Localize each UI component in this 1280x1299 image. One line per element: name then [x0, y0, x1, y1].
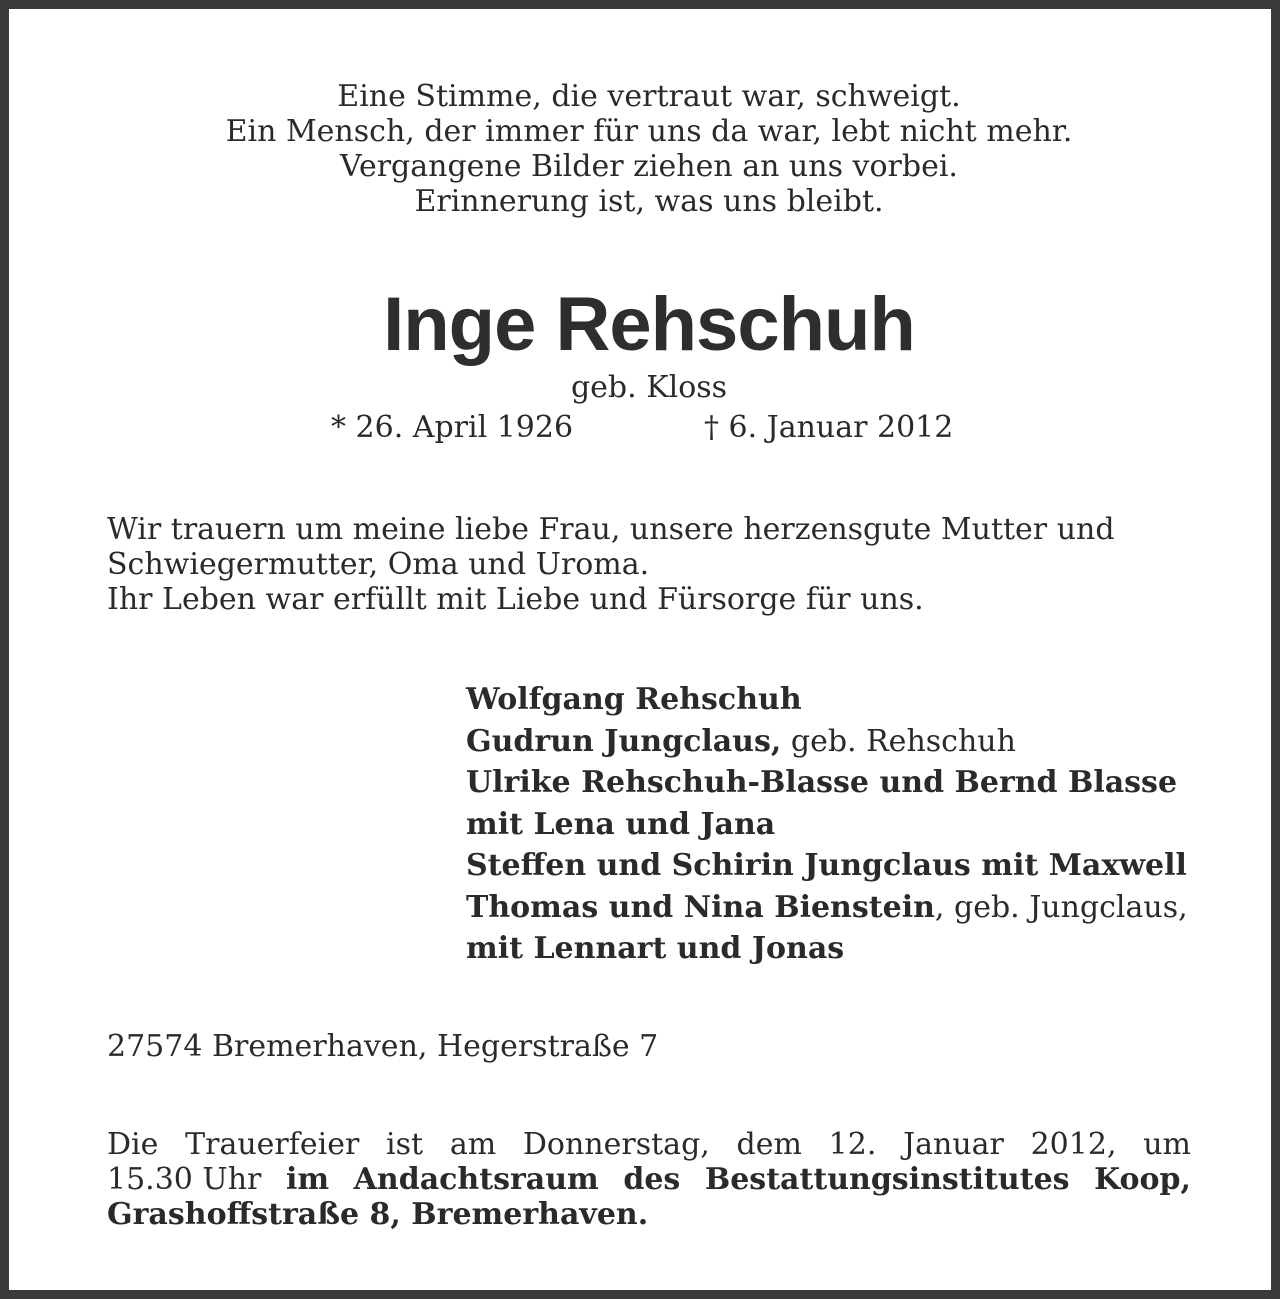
mourning-line: Wir trauern um meine liebe Frau, unsere herzensgute Mutter und [107, 512, 1115, 547]
family-note: geb. Rehschuh [781, 723, 1016, 759]
deceased-name: Inge Rehschuh [383, 282, 915, 367]
poem-line: Ein Mensch, der immer für uns da war, lebt nicht mehr. [225, 114, 1073, 149]
family-line [466, 762, 1206, 804]
funeral-word: um [1143, 1127, 1191, 1162]
poem-line: Eine Stimme, die vertraut war, schweigt. [337, 79, 961, 114]
mourning-line: Ihr Leben war erfüllt mit Liebe und Fürsorge für uns. [107, 582, 924, 617]
mourning-text [107, 512, 1191, 617]
funeral-word: Trauerfeier [185, 1127, 360, 1162]
birth-date: * 26. April 1926 [331, 410, 574, 445]
funeral-word: Donnerstag, [522, 1127, 710, 1162]
funeral-notice [107, 1127, 1191, 1232]
family-member: Thomas und Nina Bienstein [466, 889, 935, 925]
mourning-line: Schwiegermutter, Oma und Uroma. [107, 547, 650, 582]
death-date: † 6. Januar 2012 [704, 410, 954, 445]
family-member: Steffen und Schirin Jungclaus mit Maxwell [466, 848, 1187, 883]
funeral-word: des [623, 1162, 681, 1197]
funeral-time: 15.30 Uhr [107, 1162, 262, 1197]
poem-line: Vergangene Bilder ziehen an uns vorbei. [340, 149, 958, 184]
family-line [466, 804, 1206, 846]
family-line [466, 721, 1206, 763]
funeral-word: am [449, 1127, 497, 1162]
poem [9, 79, 1280, 219]
family-line [466, 679, 1206, 721]
family-line [466, 887, 1206, 929]
funeral-line-2 [107, 1162, 1191, 1197]
funeral-word: Januar [903, 1127, 1004, 1162]
funeral-location: Grashoffstraße 8, Bremerhaven. [107, 1197, 649, 1232]
family-line [466, 845, 1206, 887]
family-list [466, 679, 1206, 970]
funeral-word: 12. [828, 1127, 877, 1162]
family-member: Gudrun Jungclaus, [466, 723, 782, 759]
funeral-word: Koop, [1094, 1162, 1191, 1197]
funeral-word: ist [386, 1127, 424, 1162]
family-member: mit Lena und Jana [466, 806, 776, 842]
funeral-word: Bestattungsinstitutes [704, 1162, 1070, 1197]
family-note: , geb. Jungclaus, [934, 889, 1188, 925]
family-line [466, 928, 1206, 970]
family-member: Wolfgang Rehschuh [466, 682, 802, 717]
birth-name: geb. Kloss [570, 370, 728, 405]
address: 27574 Bremerhaven, Hegerstraße 7 [107, 1029, 659, 1064]
funeral-word: im [285, 1162, 330, 1197]
funeral-word: Andachtsraum [353, 1162, 599, 1197]
poem-line: Erinnerung ist, was uns bleibt. [414, 184, 884, 219]
funeral-word: 2012, [1030, 1127, 1117, 1162]
family-member: Ulrike Rehschuh-Blasse und Bernd Blasse [466, 765, 1178, 800]
funeral-line-1 [107, 1127, 1191, 1162]
funeral-word: dem [736, 1127, 802, 1162]
funeral-word: Die [107, 1127, 159, 1162]
family-member: mit Lennart und Jonas [466, 931, 845, 966]
